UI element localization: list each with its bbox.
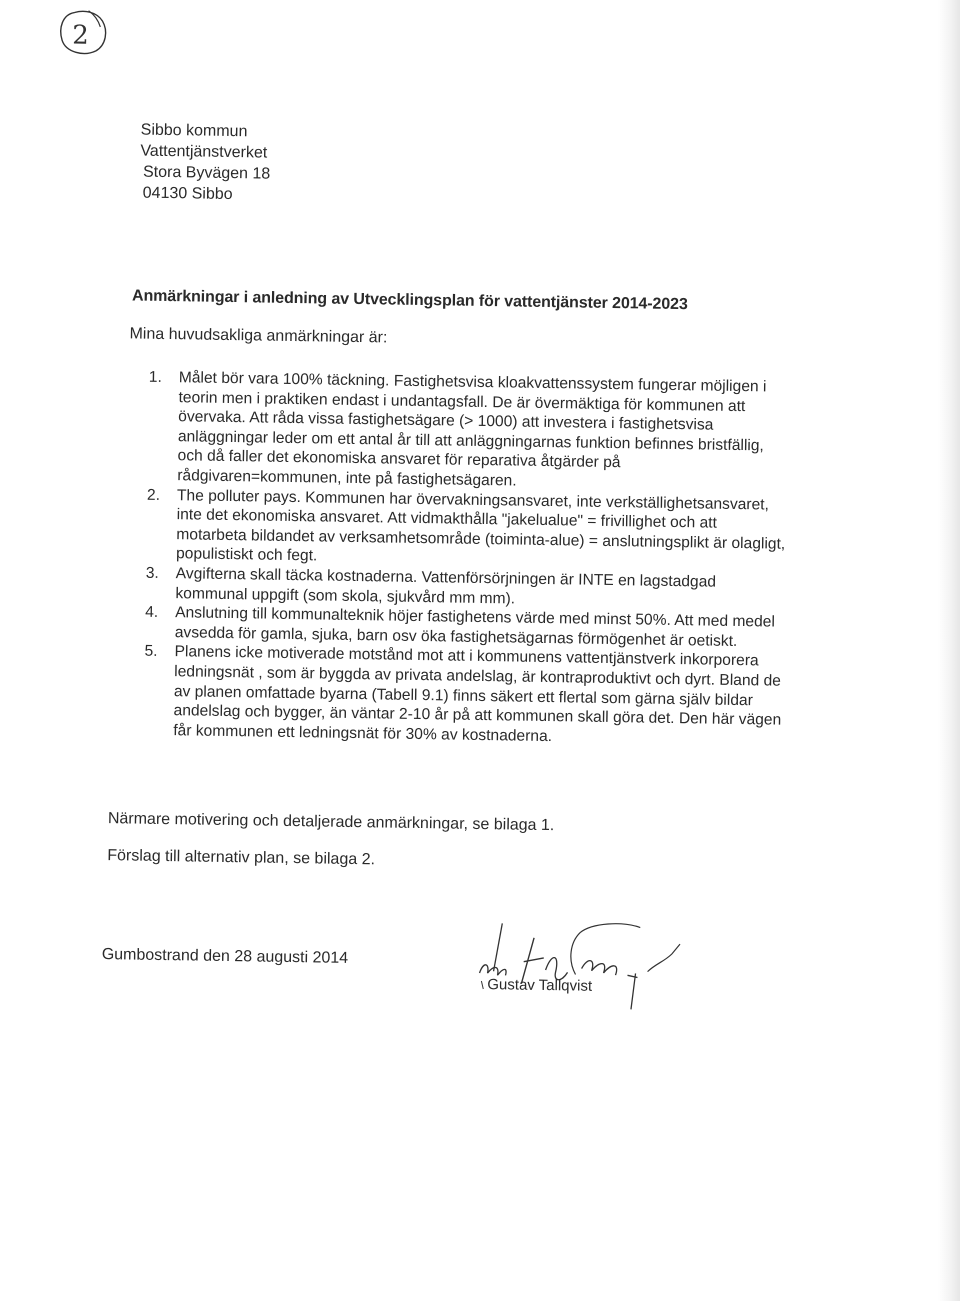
item-text: Planens icke motiverade motstånd mot att i kommunens vattentjänstverk inkorporera ledningsnät , som är byggda av privata andelslag, är kontraproduktivt och dyrt. Bland de av planen omfattade byarna (Tabell 9.1) finns säkert ett flertal som gärna själv bildar andelslag och bygger, än väntar 2-10 år på att kommunen skall göra det. Den här vägen får kommunen ett ledningsnät för 30% av kostnaderna. xyxy=(173,643,782,745)
item-number: 3. xyxy=(145,564,159,582)
address-line-1: Sibbo kommun xyxy=(140,121,248,141)
item-text: Avgifterna skall täcka kostnaderna. Vattenförsörjningen är INTE en lagstadgad kommunal uppgift (som skola, sjukvård mm mm). xyxy=(175,565,717,608)
list-item xyxy=(147,368,789,496)
handwritten-signature xyxy=(471,911,693,1014)
letter-heading: Anmärkningar i anledning av Utvecklingsplan för vattentjänster 2014-2023 xyxy=(131,287,688,314)
page-number-text: 2 xyxy=(71,20,89,51)
item-number: 2. xyxy=(146,486,161,504)
item-number: 1. xyxy=(148,368,162,386)
recipient-address xyxy=(140,120,272,206)
item-number: 4. xyxy=(145,603,159,622)
address-line-4: 04130 Sibbo xyxy=(142,184,233,204)
address-line-2: Vattentjänstverket xyxy=(140,142,268,162)
handwritten-page-number xyxy=(54,6,111,59)
intro-text: Mina huvudsakliga anmärkningar är: xyxy=(129,325,388,347)
address-line-3: Stora Byvägen 18 xyxy=(142,163,271,183)
list-item xyxy=(143,642,784,750)
closing-paragraph-2: Förslag till alternativ plan, se bilaga 2. xyxy=(107,847,376,869)
item-text: Målet bör vara 100% täckning. Fastighetsvisa kloakvattenssystem fungerar möjligen i teorin men i praktiken endast i undantagsfall. De är övermäktiga för kommunen att övervaka. Att råda vissa fastighetsägare (> 1000) att investera i fastighetsvisa anläggningar leder om ett antal år till att anläggningarnas funktion befinnes bristfällig, och då faller det ekonomiska ansvaret för reparativa åtgärder på rådgivaren=kommunen, inte på fastighetsägaren. xyxy=(177,369,767,490)
scan-edge-shadow xyxy=(938,0,960,1301)
list-item xyxy=(146,485,787,573)
item-text: Anslutning till kommunalteknik höjer fastighetens värde med minst 50%. Att med medel avsedda för gamla, sjuka, barn osv öka fastighetsägarnas förmögenhet är oetiskt. xyxy=(174,604,775,650)
item-text: The polluter pays. Kommunen har övervakningsansvaret, inte verkställighetsansvaret, inte det ekonomiska ansvaret. Att vidmakthålla "jakelualue" = frivillighet och att motarbeta bildandet av verksamhetsområde (toiminta-alue) = anslutningsplikt är olagligt, populistiskt och fegt. xyxy=(175,486,786,565)
closing-paragraph-1: Närmare motivering och detaljerade anmärkningar, se bilaga 1. xyxy=(107,810,555,835)
signature-scribble xyxy=(471,911,693,1014)
place-and-date: Gumbostrand den 28 augusti 2014 xyxy=(101,946,349,967)
signatory-name: Gustav Tallqvist xyxy=(487,976,593,995)
circled-number-mark xyxy=(54,6,111,59)
remarks-list xyxy=(143,368,789,750)
item-number: 5. xyxy=(144,642,158,661)
